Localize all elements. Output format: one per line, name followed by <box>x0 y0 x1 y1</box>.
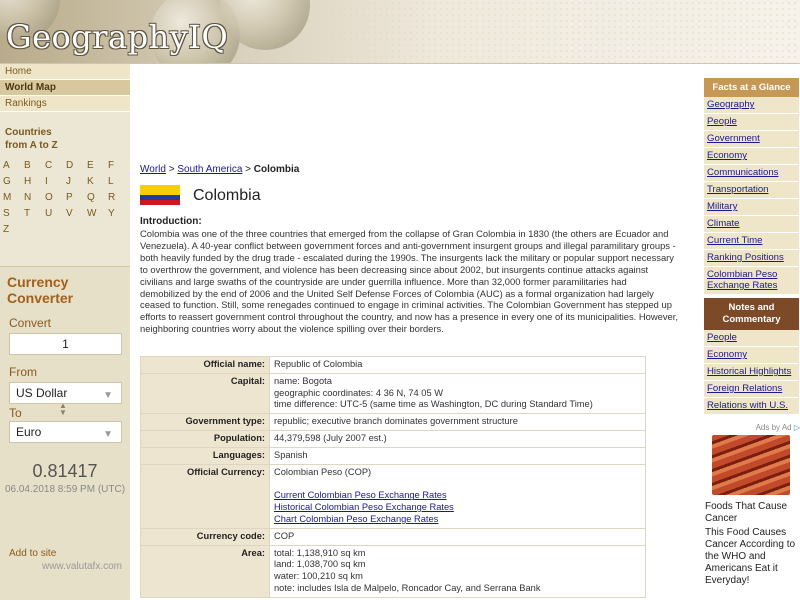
countries-heading-line1: Countries <box>5 127 52 138</box>
area-total: total: 1,138,910 sq km <box>274 547 366 558</box>
notes-and-commentary-list <box>704 330 799 415</box>
facts-link-government[interactable]: Government <box>704 131 799 148</box>
letter-link-l[interactable]: L <box>108 176 114 187</box>
facts-at-a-glance-title: Facts at a Glance <box>704 78 799 97</box>
official-name-key: Official name: <box>141 357 270 374</box>
rate-timestamp: 06.04.2018 8:59 PM (UTC) <box>4 484 126 495</box>
population-value: 44,379,598 (July 2007 est.) <box>270 430 646 447</box>
table-row <box>141 357 646 374</box>
area-note: note: includes Isla de Malpelo, Roncador Cay, and Serrana Bank <box>274 582 541 593</box>
letter-link-o[interactable]: O <box>45 192 53 203</box>
from-label: From <box>9 365 37 379</box>
letter-link-d[interactable]: D <box>66 160 74 171</box>
amount-input[interactable]: 1 <box>9 333 122 355</box>
convert-label: Convert <box>9 316 52 330</box>
facts-link-communications[interactable]: Communications <box>704 165 799 182</box>
table-row <box>141 430 646 447</box>
notes-link-foreign-relations[interactable]: Foreign Relations <box>704 381 799 398</box>
letter-link-a[interactable]: A <box>3 160 10 171</box>
official-currency-value <box>270 464 646 528</box>
government-type-key: Government type: <box>141 414 270 431</box>
languages-key: Languages: <box>141 447 270 464</box>
capital-name: name: Bogota <box>274 375 332 386</box>
countries-heading-line2: from A to Z <box>5 140 58 151</box>
historical-exchange-rates-link[interactable]: Historical Colombian Peso Exchange Rates <box>274 502 454 513</box>
letter-link-e[interactable]: E <box>87 160 94 171</box>
languages-value: Spanish <box>270 447 646 464</box>
facts-link-climate[interactable]: Climate <box>704 216 799 233</box>
ad-choices-icon: ▷ <box>793 423 800 432</box>
facts-link-economy[interactable]: Economy <box>704 148 799 165</box>
ad-headline-1[interactable]: Foods That Cause Cancer <box>705 501 788 524</box>
official-currency-key: Official Currency: <box>141 464 270 528</box>
letter-link-p[interactable]: P <box>66 192 73 203</box>
ad-choices-label[interactable] <box>704 423 800 432</box>
letter-link-k[interactable]: K <box>87 176 94 187</box>
spacer <box>274 478 641 490</box>
letter-link-j[interactable]: J <box>66 176 71 187</box>
advertisement <box>704 423 800 600</box>
facts-link-ranking-positions[interactable]: Ranking Positions <box>704 250 799 267</box>
right-sidebar <box>704 78 799 415</box>
to-label: To <box>9 406 22 420</box>
notes-link-economy[interactable]: Economy <box>704 347 799 364</box>
notes-and-commentary-title: Notes and Commentary <box>704 298 799 330</box>
letter-link-h[interactable]: H <box>24 176 32 187</box>
area-key: Area: <box>141 545 270 597</box>
notes-link-historical-highlights[interactable]: Historical Highlights <box>704 364 799 381</box>
chevron-down-icon: ▼ <box>103 390 113 401</box>
page-title: Colombia <box>193 187 261 204</box>
table-row <box>141 414 646 431</box>
table-row <box>141 373 646 413</box>
area-land: land: 1,038,700 sq km <box>274 559 366 570</box>
breadcrumb-current: Colombia <box>253 164 300 175</box>
colombia-flag <box>140 185 180 205</box>
letter-link-u[interactable]: U <box>45 208 53 219</box>
capital-value <box>270 373 646 413</box>
flag-yellow-band <box>140 185 180 195</box>
site-header <box>0 0 800 64</box>
breadcrumb-separator: > <box>168 164 175 175</box>
official-name-value: Republic of Colombia <box>270 357 646 374</box>
letter-link-t[interactable]: T <box>24 208 31 219</box>
letter-link-v[interactable]: V <box>66 208 73 219</box>
chart-exchange-rates-link[interactable]: Chart Colombian Peso Exchange Rates <box>274 513 439 524</box>
facts-at-a-glance-list <box>704 97 799 295</box>
government-type-value: republic; executive branch dominates government structure <box>270 414 646 431</box>
currency-name: Colombian Peso (COP) <box>274 466 372 477</box>
letter-link-m[interactable]: M <box>3 192 12 203</box>
alphabet-index <box>3 160 130 235</box>
to-currency-select[interactable] <box>9 421 122 443</box>
table-row <box>141 528 646 545</box>
letter-link-b[interactable]: B <box>24 160 31 171</box>
from-currency-value: US Dollar <box>16 386 68 400</box>
facts-link-people[interactable]: People <box>704 114 799 131</box>
country-facts-table <box>140 356 646 598</box>
chevron-down-icon: ▼ <box>103 429 113 440</box>
facts-link-transportation[interactable]: Transportation <box>704 182 799 199</box>
swap-icon[interactable]: ▲ ▼ <box>59 401 67 417</box>
letter-link-i[interactable]: I <box>45 176 48 187</box>
letter-link-f[interactable]: F <box>108 160 115 171</box>
facts-link-current-time[interactable]: Current Time <box>704 233 799 250</box>
letter-link-q[interactable]: Q <box>87 192 95 203</box>
table-row <box>141 464 646 528</box>
facts-link-geography[interactable]: Geography <box>704 97 799 114</box>
table-row <box>141 447 646 464</box>
area-value <box>270 545 646 597</box>
area-water: water: 100,210 sq km <box>274 571 363 582</box>
letter-link-g[interactable]: G <box>3 176 11 187</box>
source-link[interactable]: www.valutafx.com <box>41 561 122 572</box>
ad-choices-text: Ads by Ad <box>755 423 792 432</box>
header-pattern <box>300 0 800 64</box>
introduction-heading: Introduction: <box>140 216 202 227</box>
ad-headline-2[interactable]: This Food Causes Cancer According to the WHO and Americans Eat it Everyday! <box>705 527 796 586</box>
ad-image[interactable] <box>712 435 790 495</box>
capital-time-difference: time difference: UTC-5 (same time as Washington, DC during Standard Time) <box>274 399 593 410</box>
current-exchange-rates-link[interactable]: Current Colombian Peso Exchange Rates <box>274 490 447 501</box>
breadcrumb <box>140 164 299 175</box>
currency-converter <box>0 266 130 600</box>
flag-red-band <box>140 200 180 205</box>
notes-link-relations-with-u-s-[interactable]: Relations with U.S. <box>704 398 799 415</box>
facts-link-colombian-peso-exchange-rates[interactable]: Colombian Peso Exchange Rates <box>704 267 799 295</box>
letter-link-s[interactable]: S <box>3 208 10 219</box>
population-key: Population: <box>141 430 270 447</box>
to-currency-value: Euro <box>16 425 42 439</box>
currency-converter-title: Currency Converter <box>7 274 74 306</box>
letter-link-n[interactable]: N <box>24 192 32 203</box>
letter-link-y[interactable]: Y <box>108 208 115 219</box>
facts-link-military[interactable]: Military <box>704 199 799 216</box>
letter-link-z[interactable]: Z <box>3 224 10 235</box>
nav-home[interactable]: Home <box>0 64 130 80</box>
introduction-text: Colombia was one of the three countries that emerged from the collapse of Gran Colombia in 1830 (the others are Ecuador and Venezuela). A 40-year conflict between government forces and anti-government insurgent groups and illegal paramilitary groups - both heavily funded by the drug trade - escalated during the 1990s. The insurgents lack the military or popular support necessary to overthrow the government, and violence has been decreasing since about 2002, but insurgents continue attacks against civilians and large swaths of the countryside are under guerrilla influence. More than 32,000 former paramilitaries had demobilized by the end of 2006 and the United Self Defense Forces of Colombia (AUC) as a formal organization had largely ceased to function. Still, some renegades continued to engage in criminal activities. The Colombian Government has stepped up efforts to reassert government control throughout the country, and now has a presence in every one of its municipalities. However, neighboring countries worry about the violence spilling over their borders. <box>140 228 678 335</box>
site-logo[interactable]: GeographyIQ <box>6 18 229 56</box>
letter-link-w[interactable]: W <box>87 208 97 219</box>
letter-link-c[interactable]: C <box>45 160 53 171</box>
capital-coordinates: geographic coordinates: 4 36 N, 74 05 W <box>274 387 443 398</box>
add-to-site-link[interactable]: Add to site <box>9 548 57 559</box>
nav-world-map[interactable]: World Map <box>0 80 130 96</box>
table-row <box>141 545 646 597</box>
currency-code-key: Currency code: <box>141 528 270 545</box>
swap-row <box>0 401 130 420</box>
countries-heading <box>5 126 130 152</box>
letter-link-r[interactable]: R <box>108 192 116 203</box>
capital-key: Capital: <box>141 373 270 413</box>
currency-code-value: COP <box>270 528 646 545</box>
notes-link-people[interactable]: People <box>704 330 799 347</box>
breadcrumb-south-america[interactable]: South America <box>177 164 243 175</box>
conversion-rate: 0.81417 <box>32 461 98 481</box>
nav-rankings[interactable]: Rankings <box>0 96 130 112</box>
breadcrumb-separator: > <box>245 164 252 175</box>
breadcrumb-world[interactable]: World <box>140 164 166 175</box>
